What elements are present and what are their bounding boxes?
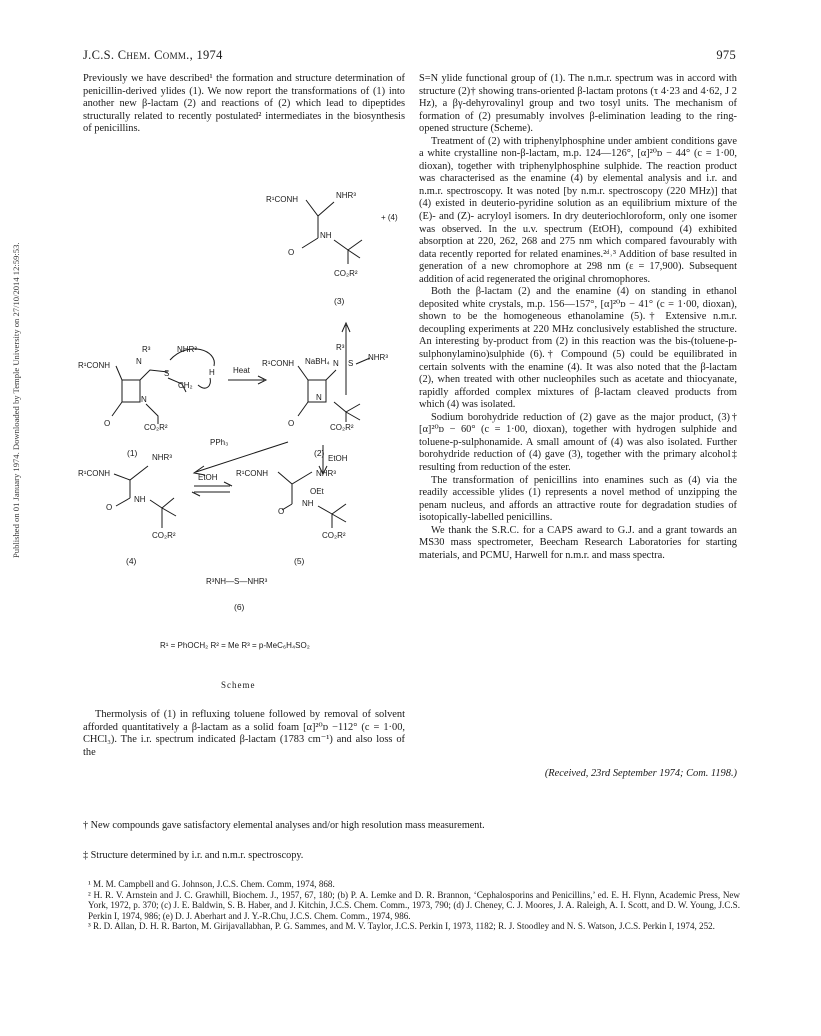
scheme-legend: R¹ = PhOCH₂ R² = Me R³ = p-MeC₆H₄SO₂	[160, 641, 310, 650]
right-paragraph-5: The transformation of penicillins into enamines such as (4) via the readily accessible ylides (1) represents a novel method of unzipping the penam nucleus, and affords an attractive route for degradation studies of isotopically-labelled penicillins.	[419, 474, 737, 524]
scheme-n-1: N	[141, 395, 147, 404]
scheme-oet-5: OEt	[310, 487, 324, 496]
right-paragraph-2: Treatment of (2) with triphenylphosphine under ambient conditions gave a white crystalline non-β-lactam, m.p. 124—126°, [α]²⁰ᴅ − 44° (c = 1·00, dioxan), together with triphenylphosphine sulphide. The reaction product was characterised as the enamine (4) by elemental analysis and i.r. and n.m.r. spectroscopy. It was noted [by n.m.r. spectroscopy (220 MHz)] that (4) existed in deuterio-pyridine solution as an equilibrium mixture of the (E)- and (Z)- acryloyl isomers. In dry deuteriochloroform, only one isomer was observed. In the u.v. spectrum (EtOH), compound (4) exhibited absorption at 220, 262, 268 and 275 nm which compared favourably with data recently reported for related enamines.²ᵈ˒³ Addition of base resulted in generation of a new chromophore at 298 nm (ε = 17,900). Subsequent addition of acid regenerated the original chromophores.	[419, 135, 737, 285]
scheme-r1conh-4: R¹CONH	[78, 469, 110, 478]
scheme-o-5: O	[278, 507, 285, 516]
right-column	[419, 73, 737, 562]
scheme-r1conh-3: R¹CONH	[266, 195, 298, 204]
reaction-scheme	[78, 180, 423, 700]
scheme-o-1: O	[104, 419, 111, 428]
scheme-nhr3-5: NHR³	[316, 469, 336, 478]
footnote-dagger: † New compounds gave satisfactory elemental analyses and/or high resolution mass measurement.	[83, 820, 485, 831]
scheme-co2r2-2: CO₂R²	[330, 423, 354, 432]
scheme-nhr3-2: NHR³	[368, 353, 388, 362]
scheme-n-2b: N	[316, 393, 322, 402]
right-paragraph-6: We thank the S.R.C. for a CAPS award to G.J. and a grant towards an MS30 mass spectrometer, Beecham Research Laboratories for starting materials, and PCMU, Harwell for n.m.r. and mass spectra.	[419, 524, 737, 561]
page-number: 975	[716, 48, 736, 62]
scheme-r3-1: R³	[142, 345, 151, 354]
scheme-h-1: H	[209, 368, 215, 377]
scheme-o-4: O	[106, 503, 113, 512]
scheme-r1conh-5: R¹CONH	[236, 469, 268, 478]
scheme-nhr3-4: NHR³	[152, 453, 172, 462]
scheme-label-2: (2)	[314, 448, 325, 458]
running-header-journal: J.C.S. Chem. Comm., 1974	[83, 48, 223, 62]
scheme-s-1: S	[164, 369, 170, 378]
scheme-pph3: PPh₃	[210, 438, 229, 447]
scheme-label-4: (4)	[126, 556, 137, 566]
scheme-co2r2-1: CO₂R²	[144, 423, 168, 432]
scheme-label-5: (5)	[294, 556, 305, 566]
scheme-heat: Heat	[233, 366, 250, 375]
scheme-co2r2-5: CO₂R²	[322, 531, 346, 540]
scheme-co2r2-4: CO₂R²	[152, 531, 176, 540]
reference-2: ² H. R. V. Arnstein and J. C. Grawhill, Biochem. J., 1957, 67, 180; (b) P. A. Lemke and D. R. Brannon, ‘Cephalosporins and Penicillins,’ ed. E. H. Flynn, Academic Press, New York, 1972, p. 370; (c) J. E. Baldwin, S. B. Haber, and J. Kitchin, J.C.S. Chem. Comm., 1973, 790; (d) J. Cheney, C. J. Moores, J. A. Raleigh, A. I. Scott, and D. W. Young, J.C.S. Perkin I, 1974, 986; (e) D. J. Aberhart and J. Y.-R.Chu, J.C.S. Chem. Comm., 1974, 986.	[88, 889, 740, 921]
right-paragraph-4: Sodium borohydride reduction of (2) gave as the major product, (3)† [α]²⁰ᴅ − 60° (c = 1·00, dioxan), together with hydrogen sulphide and toluene-p-sulphonamide. A small amount of (4) was also isolated. Further borohydride reduction of (4) gave (3), together with the primary alcohol‡ resulting from reduction of the ester.	[419, 411, 737, 473]
scheme-nhr3-3: NHR³	[336, 191, 356, 200]
scheme-r1conh-1: R¹CONH	[78, 361, 110, 370]
scheme-etoh-down: EtOH	[328, 454, 348, 463]
scheme-nh-3: NH	[320, 231, 332, 240]
reference-1: ¹ M. M. Campbell and G. Johnson, J.C.S. Chem. Comm, 1974, 868.	[88, 879, 335, 889]
scheme-s-2: S	[348, 359, 354, 368]
scheme-co2r2-3: CO₂R²	[334, 269, 358, 278]
scheme-n-ylide: N	[136, 357, 142, 366]
reference-3: ³ R. D. Allan, D. H. R. Barton, M. Girijavallabhan, P. G. Sammes, and M. V. Taylor, J.C.S. Perkin I, 1973, 1182; R. J. Stoodley and N. S. Watson, J.C.S. Perkin I, 1974, 252.	[88, 921, 715, 932]
scheme-label-1: (1)	[127, 448, 138, 458]
intro-paragraph: Previously we have described¹ the formation and structure determination of penicillin-derived ylides (1). We now report the transformations of (1) into another new β-lactam (2) and reactions of (2) which lead to dipeptides structurally related to recently postulated² intermediates in the biosynthesis of penicillins.	[83, 73, 405, 135]
scheme-n-2: N	[333, 359, 339, 368]
scheme-ch2-1: CH₂	[178, 381, 193, 390]
scheme-label-3: (3)	[334, 296, 345, 306]
footnote-double-dagger: ‡ Structure determined by i.r. and n.m.r. spectroscopy.	[83, 850, 304, 861]
scheme-r3-2: R³	[336, 343, 345, 352]
scheme-compound-6: R³NH—S—NHR³	[206, 577, 268, 586]
references	[88, 879, 740, 932]
scheme-r1conh-2: R¹CONH	[262, 359, 294, 368]
right-paragraph-1: S=N ylide functional group of (1). The n.m.r. spectrum was in accord with structure (2)† showing trans-oriented β-lactam protons (τ 4·23 and 4·62, J 2 Hz), a βγ-dehyrovalinyl group and two tosyl units. The mechanism of formation of (2) presumably involves β-elimination leading to the ring-opened structure (Scheme).	[419, 73, 737, 135]
scheme-nr3-1: NHR³	[177, 345, 197, 354]
received-note: (Received, 23rd September 1974; Com. 1198.)	[544, 768, 737, 779]
left-column-intro	[83, 73, 405, 136]
thermolysis-paragraph: Thermolysis of (1) in refluxing toluene followed by removal of solvent afforded quantitatively a β-lactam as a solid foam [α]²⁰ᴅ −112° (c = 1·00, CHCl₃). The i.r. spectrum indicated β-lactam (1783 cm⁻¹) and also loss of the	[83, 709, 405, 758]
scheme-plus4: + (4)	[381, 213, 398, 222]
download-watermark: Published on 01 January 1974. Downloaded by Temple University on 27/10/2014 12:59:53.	[11, 242, 21, 558]
scheme-nh-5: NH	[302, 499, 314, 508]
scheme-caption: Scheme	[221, 680, 256, 690]
scheme-etoh-eq: EtOH	[198, 473, 218, 482]
left-column-thermolysis	[83, 709, 405, 759]
scheme-nabh4: NaBH₄	[305, 357, 330, 366]
right-paragraph-3: Both the β-lactam (2) and the enamine (4) on standing in ethanol deposited white crystals, m.p. 156—157°, [α]²⁰ᴅ − 41° (c = 1·00, dioxan), shown to be the homogeneous ethanolamine (5).† Extensive n.m.r. decoupling experiments at 220 MHz conclusively established the structure. An interesting by-product from (2) in this reaction was the bis-(toluene-p-sulphonylamino)sulphide (6).† Compound (5) could be equilibrated in certain solvents with the enamine (4). It was also noted that the β-lactam (2), when treated with other nucleophiles such as acetate and thiocyanate, rapidly afforded complex mixtures of β-lactam cleaved products from which (4) was isolated.	[419, 286, 737, 411]
scheme-nh-4: NH	[134, 495, 146, 504]
scheme-label-6: (6)	[234, 602, 245, 612]
scheme-o-3: O	[288, 248, 295, 257]
scheme-o-2: O	[288, 419, 295, 428]
